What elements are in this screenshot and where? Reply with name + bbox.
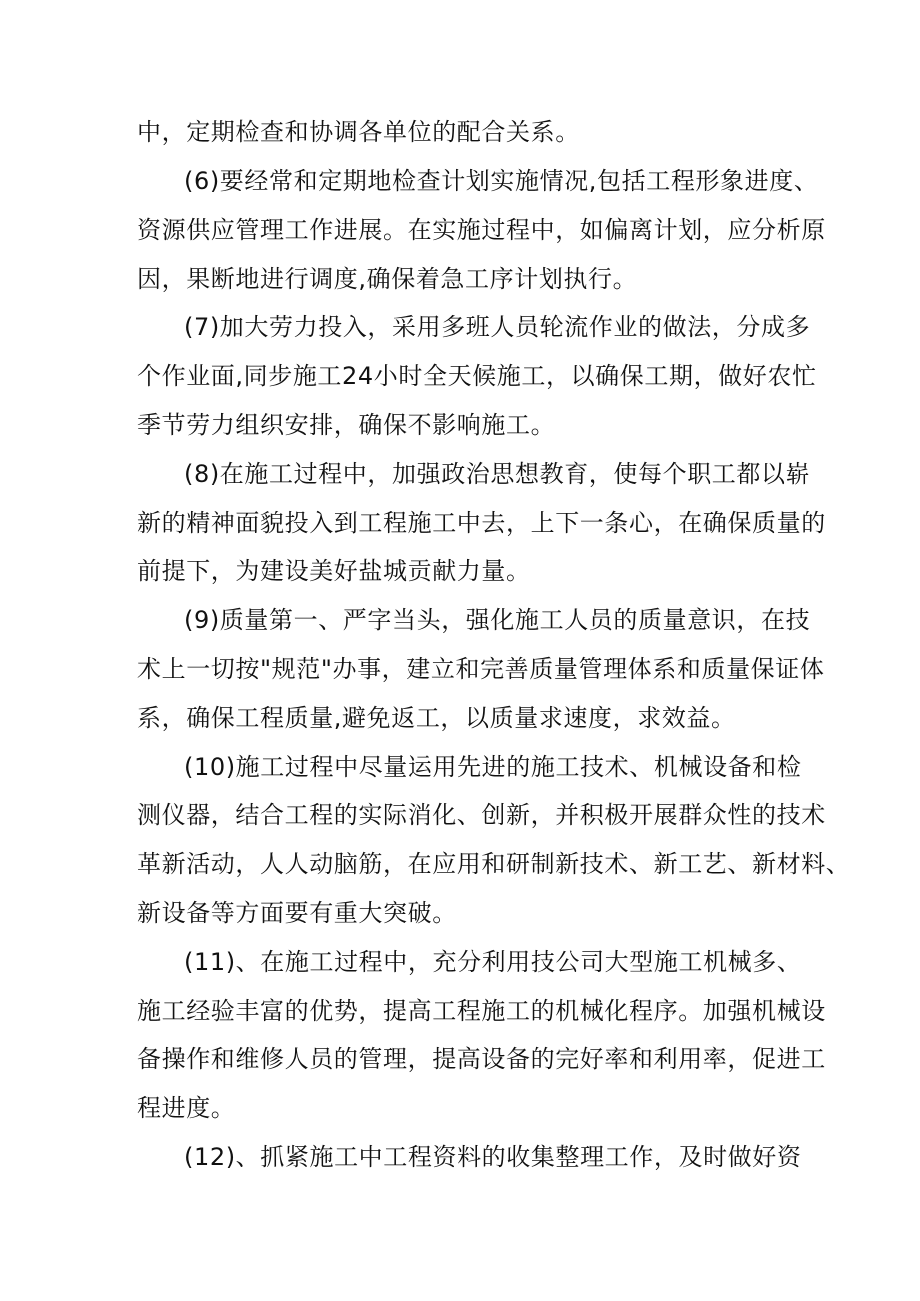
text-line: 系，确保工程质量,避免返工，以质量求速度，求效益。 bbox=[137, 704, 736, 732]
paragraph-6-start: (6)要经常和定期地检查计划实施情况,包括工程形象进度、 bbox=[184, 167, 819, 195]
text-line: 测仪器，结合工程的实际消化、创新，并积极开展群众性的技术 bbox=[137, 801, 826, 829]
paragraph-11-start: (11)、在施工过程中，充分利用技公司大型施工机械多、 bbox=[184, 948, 802, 976]
text-line: 新设备等方面要有重大突破。 bbox=[137, 899, 457, 927]
text-line: 施工经验丰富的优势，提高工程施工的机械化程序。加强机械设 bbox=[137, 997, 826, 1025]
text-line: 中，定期检查和协调各单位的配合关系。 bbox=[137, 118, 580, 146]
text-line: 个作业面,同步施工24小时全天候施工，以确保工期，做好农忙 bbox=[137, 362, 817, 390]
text-line: 季节劳力组织安排，确保不影响施工。 bbox=[137, 411, 556, 439]
text-line: 前提下，为建设美好盐城贡献力量。 bbox=[137, 557, 531, 585]
text-line: 资源供应管理工作进展。在实施过程中，如偏离计划，应分析原 bbox=[137, 216, 826, 244]
text-line: 因，果断地进行调度,确保着急工序计划执行。 bbox=[137, 265, 638, 293]
paragraph-9-start: (9)质量第一、严字当头，强化施工人员的质量意识，在技 bbox=[184, 606, 811, 634]
paragraph-12-start: (12)、抓紧施工中工程资料的收集整理工作，及时做好资 bbox=[184, 1143, 802, 1171]
text-line: 程进度。 bbox=[137, 1094, 236, 1122]
paragraph-10-start: (10)施工过程中尽量运用先进的施工技术、机械设备和检 bbox=[184, 753, 802, 781]
paragraph-8-start: (8)在施工过程中，加强政治思想教育，使每个职工都以崭 bbox=[184, 460, 811, 488]
text-line: 备操作和维修人员的管理，提高设备的完好率和利用率，促进工 bbox=[137, 1045, 826, 1073]
text-line: 革新活动，人人动脑筋，在应用和研制新技术、新工艺、新材料、 bbox=[137, 850, 851, 878]
text-line: 新的精神面貌投入到工程施工中去，上下一条心，在确保质量的 bbox=[137, 509, 826, 537]
paragraph-7-start: (7)加大劳力投入，采用多班人员轮流作业的做法，分成多 bbox=[184, 313, 811, 341]
text-line: 术上一切按"规范"办事，建立和完善质量管理体系和质量保证体 bbox=[137, 655, 825, 683]
